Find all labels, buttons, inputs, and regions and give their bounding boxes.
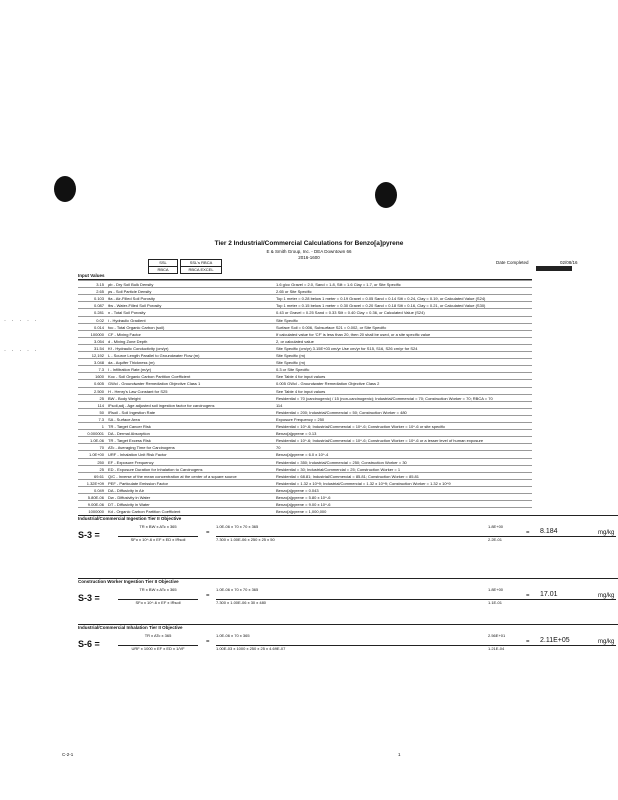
- row-value: 0.605: [93, 381, 104, 387]
- page-title: Tier 2 Industrial/Commercial Calculations for Benzo[a]pyrene: [214, 240, 404, 247]
- row-remark: Top 1 meter = 0.15 below 1 meter = 0.30 Gravel = 0.20 Sand = 0.18 Silt = 0.16, Clay = 0.21, or Calculated Value (S30): [276, 303, 486, 309]
- calc-lhs: S-6 =: [78, 639, 100, 649]
- row-label: da - Aquifer Thickness (m): [108, 360, 155, 366]
- row-label: θa - Air-Filled Soil Porosity: [108, 296, 155, 302]
- row-remark: Residential = 200; Industrial/Commercial = 50; Construction Worker = 480: [276, 409, 407, 415]
- row-label: Kf - Hydraulic Conductivity (cm/yr): [108, 345, 169, 351]
- row-remark: Residential = 30; Industrial/Commercial = 25; Construction Worker = 1: [276, 466, 401, 472]
- row-label: DA - Diffusivity in Air: [108, 487, 144, 493]
- row-value: 2.65: [96, 289, 104, 295]
- row-value: 69.61: [93, 473, 104, 479]
- row-value: 3.054: [93, 338, 104, 344]
- row-label: n - Total Soil Porosity: [108, 310, 146, 316]
- calc-unit: mg/kg: [598, 639, 615, 645]
- calc-denominator: SFo x 10^-6 x EF x IRsoil: [118, 599, 198, 605]
- page-number: 1: [398, 752, 401, 757]
- row-remark: Benzo[a]pyrene = 0.13: [276, 431, 317, 437]
- row-label: L - Source Length Parallel to Groundwater Flow (m): [108, 353, 200, 358]
- row-value: 9.00E-06: [87, 502, 104, 508]
- section-label: Input Values: [78, 273, 105, 278]
- org-name: E & Smith Group, Inc. - DEA Downtown 66: [266, 249, 352, 254]
- binder-hole-right: [375, 182, 397, 208]
- calc-unit: mg/kg: [598, 593, 615, 599]
- row-remark: Residential = 70 (carcinogenic) / 15 (non-carcinogenic); Industrial/Commercial = 70; Construction Worker = 70; RBCA = 70: [276, 395, 493, 401]
- row-label: GWcl - Groundwater Remediation Objective Class 1: [108, 381, 201, 387]
- row-label: θw - Water-Filled Soil Porosity: [108, 303, 162, 309]
- row-value: 3.048: [93, 360, 104, 366]
- row-remark: Residential = 10^-6; Industrial/Commercial = 10^-6; Construction Worker = 10^-6 or site specific: [276, 424, 446, 429]
- row-value: 0.000001: [87, 431, 104, 437]
- row-label: H - Henry's Law Constant for S25: [108, 388, 168, 394]
- calc-result: 17.01: [540, 591, 558, 598]
- header-box-rbca-excel: RBCA EXCEL: [180, 266, 222, 274]
- row-remark: See Table 4 for input values: [276, 374, 326, 380]
- row-value: 12,192: [91, 353, 104, 358]
- row-label: ρs - Soil Particle Density: [108, 289, 152, 295]
- calc-denominator: SFo x 10^-6 x EF x ED x IRsoil: [118, 536, 198, 542]
- date-value: 02/08/16: [560, 260, 578, 265]
- row-label: DA - Dermal Absorption: [108, 431, 150, 437]
- row-value: 25: [99, 395, 104, 401]
- row-value: 0.087: [93, 303, 104, 309]
- calc-den-values: 1.00E-03 x 1000 x 250 x 25 x 4.69E-07: [216, 645, 616, 651]
- row-value: 100000: [90, 331, 104, 337]
- row-remark: Residential = 68.81; Industrial/Commercial = 85.81; Construction Worker = 85.81: [276, 473, 419, 479]
- row-value: 1600: [95, 374, 104, 380]
- row-label: TR - Target Excess Risk: [108, 438, 151, 444]
- row-remark: 0.005 GWcl - Groundwater Remediation Objective Class 2: [276, 381, 380, 387]
- row-value: 7.3: [98, 367, 104, 373]
- row-value: 1.32E+09: [86, 480, 104, 486]
- calc-heading: Industrial/Commercial Ingestion Tier II Objective: [78, 516, 182, 521]
- row-remark: 2, or calculated value: [276, 338, 314, 344]
- row-label: DT - Diffusivity in Water: [108, 502, 150, 508]
- row-label: i - Hydraulic Gradient: [108, 317, 146, 323]
- calc-rhs-numerator: 2.56E+01: [488, 633, 506, 638]
- row-remark: 70: [276, 445, 281, 451]
- row-value: 7.3: [98, 416, 104, 422]
- calc-lhs: S-3 =: [78, 593, 100, 603]
- row-remark: 0.43 or Gravel = 0.25 Sand = 0.33 Silt = 0.40 Clay = 0.36, or Calculated Value (S24): [276, 310, 425, 316]
- calc-section: [78, 624, 618, 671]
- calc-rhs-denominator: 1.1E-01: [488, 600, 503, 605]
- calc-numerator: TR x BW x ATc x 365: [139, 587, 177, 592]
- row-label: d - Mixing Zone Depth: [108, 338, 148, 344]
- row-label: I - Infiltration Rate (m/yr): [108, 367, 152, 373]
- row-remark: Benzo[a]pyrene = 1,000,000: [276, 509, 327, 515]
- table-row: [78, 507, 532, 515]
- row-label: Dw - Diffusivity in Water: [108, 495, 151, 500]
- row-value: 0.02: [96, 317, 104, 323]
- margin-mark: · · · · ·: [4, 348, 39, 354]
- row-value: 0.103: [93, 296, 104, 302]
- row-remark: Site Specific (m): [276, 353, 306, 358]
- row-remark: 1.6 g/cc Gravel = 2.0, Sand = 1.8, Silt = 1.6 Clay = 1.7, or Site Specific: [276, 282, 401, 287]
- row-label: Koc - Soil Organic Carbon Partition Coefficient: [108, 374, 191, 380]
- row-remark: Site Specific: [276, 317, 299, 323]
- header-box-rbca: RBCA: [148, 266, 178, 274]
- footer-left: C-2-1: [62, 752, 74, 757]
- date-bar: [536, 266, 572, 271]
- calc-numerator: TR x BW x ATc x 365: [139, 524, 177, 529]
- calc-denominator: URF x 1000 x EF x ED x 1/VF: [118, 645, 198, 651]
- margin-mark: · · · · ·: [4, 318, 39, 324]
- row-value: 25: [99, 466, 104, 472]
- row-value: 0.281: [93, 310, 104, 316]
- row-label: IRsoil - Soil Ingestion Rate: [108, 409, 156, 415]
- calc-rhs-numerator: 1.8E+00: [488, 524, 504, 529]
- calc-unit: mg/kg: [598, 530, 615, 536]
- calc-numerator: TR x ATc x 365: [144, 633, 172, 638]
- row-value: 250: [97, 459, 104, 465]
- row-value: 50: [99, 409, 104, 415]
- calc-result: 8.184: [540, 528, 558, 535]
- calc-den-values: 7.300 x 1.00E-06 x 30 x 480: [216, 599, 616, 605]
- calc-rhs-denominator: 1.21E-04: [488, 646, 505, 651]
- job-number: 2016-1600: [298, 255, 320, 260]
- row-value: 3.15: [96, 282, 104, 287]
- calc-num-values: 1.0E-06 x 70 x 365: [216, 633, 250, 638]
- calc-section: [78, 578, 618, 625]
- row-remark: See Table 4 for input values: [276, 388, 326, 394]
- row-label: ED - Exposure Duration for Inhalation to Carcinogens: [108, 466, 203, 472]
- row-remark: 2.65 or Site Specific: [276, 289, 312, 295]
- row-label: Kd - Organic Carbon Partition Coefficient: [108, 509, 181, 515]
- calc-num-values: 1.0E-06 x 70 x 70 x 365: [216, 524, 259, 529]
- row-remark: Residential = 350; Industrial/Commercial = 250; Construction Worker = 30: [276, 459, 407, 465]
- binder-hole-left: [54, 176, 76, 202]
- row-value: 1000000: [88, 509, 104, 515]
- row-label: foc - Total Organic Carbon (soil): [108, 324, 165, 330]
- row-label: IFsoil,adj - Age adjusted soil ingestion factor for carcinogens: [108, 402, 215, 408]
- row-remark: Benzo[a]pyrene = 5.80 x 10^-6: [276, 495, 331, 500]
- row-remark: Surface Soil = 0.006, Subsurface S21 = 0.002, or Site Specific: [276, 324, 387, 330]
- row-remark: Exposure Frequency = 250: [276, 416, 325, 422]
- row-remark: If calculated value for 'CF' is less than 20, then 20 shall be used, or a site specific value: [276, 331, 431, 337]
- equals-sign: =: [206, 530, 210, 536]
- calc-section: [78, 515, 618, 562]
- equals-sign: =: [526, 593, 530, 599]
- row-remark: Benzo[a]pyrene = 6.0 x 10^-4: [276, 452, 329, 458]
- row-label: EF - Exposure Frequency: [108, 459, 154, 465]
- row-label: TR - Target Cancer Risk: [108, 424, 151, 429]
- row-label: BW - Body Weight: [108, 395, 141, 401]
- row-value: 5.80E-06: [87, 495, 104, 500]
- calc-rhs-denominator: 2.2E-01: [488, 537, 503, 542]
- row-value: 70: [99, 445, 104, 451]
- row-remark: Top 1 meter = 0.28 below 1 meter = 0.19 Gravel = 0.05 Sand = 0.14 Silt = 0.24, Clay = 0.19, or Calculated Value (S24): [276, 296, 486, 302]
- row-remark: Site Specific (m): [276, 360, 306, 366]
- equals-sign: =: [206, 639, 210, 645]
- row-label: Q/C - Inverse of the mean concentration at the center of a square source: [108, 473, 237, 479]
- row-value: 0.014: [93, 324, 104, 330]
- calc-rhs-numerator: 1.8E+00: [488, 587, 504, 592]
- row-remark: Site Specific (cm/yr) 3.15E+03 cm/yr Use cm/yr for S15, S16, S26 cm/yr for S24: [276, 345, 418, 351]
- row-remark: 114: [276, 402, 283, 408]
- row-remark: Residential = 1.32 x 10^9; Industrial/Commercial = 1.32 x 10^9; Construction Worker = 1.32 x 10^9: [276, 480, 451, 486]
- row-value: 31.54: [93, 345, 104, 351]
- equals-sign: =: [206, 593, 210, 599]
- calc-den-values: 7.300 x 1.00E-06 x 250 x 25 x 50: [216, 536, 616, 542]
- row-value: 2.500: [93, 388, 104, 394]
- row-value: 1: [101, 424, 104, 429]
- calc-result: 2.11E+05: [540, 637, 570, 644]
- row-label: CF - Mixing Factor: [108, 331, 141, 337]
- calc-num-values: 1.0E-06 x 70 x 70 x 365: [216, 587, 259, 592]
- row-label: PEF - Particulate Emission Factor: [108, 480, 169, 486]
- row-value: 0.049: [93, 487, 104, 493]
- calc-heading: Construction Worker Ingestion Tier II Objective: [78, 579, 179, 584]
- row-value: 114: [97, 402, 104, 408]
- row-label: ATc - Averaging Time for Carcinogens: [108, 445, 175, 451]
- row-value: 1.0E-06: [89, 438, 104, 444]
- row-label: URF - Inhalation Unit Risk Factor: [108, 452, 167, 458]
- row-label: ρb - Dry Soil Bulk Density: [108, 282, 154, 287]
- row-remark: Benzo[a]pyrene = 9.00 x 10^-6: [276, 502, 331, 508]
- equals-sign: =: [526, 530, 530, 536]
- header-box-ssl-rbca: SSL's RBCA: [180, 259, 222, 267]
- row-label: SA - Surface Area: [108, 416, 140, 422]
- calc-lhs: S-3 =: [78, 530, 100, 540]
- date-label: Date Completed: [496, 260, 529, 265]
- row-remark: Residential = 10^-6; Industrial/Commercial = 10^-6; Construction Worker = 10^-6 or a lesser level of human exposure: [276, 438, 484, 444]
- calc-heading: Industrial/Commercial Inhalation Tier II Objective: [78, 625, 183, 630]
- row-remark: Benzo[a]pyrene = 0.043: [276, 487, 319, 493]
- row-remark: 0.3 or Site Specific: [276, 367, 310, 373]
- row-value: 1.0E+00: [88, 452, 104, 458]
- equals-sign: =: [526, 639, 530, 645]
- header-box-ssl: SSL: [148, 259, 178, 267]
